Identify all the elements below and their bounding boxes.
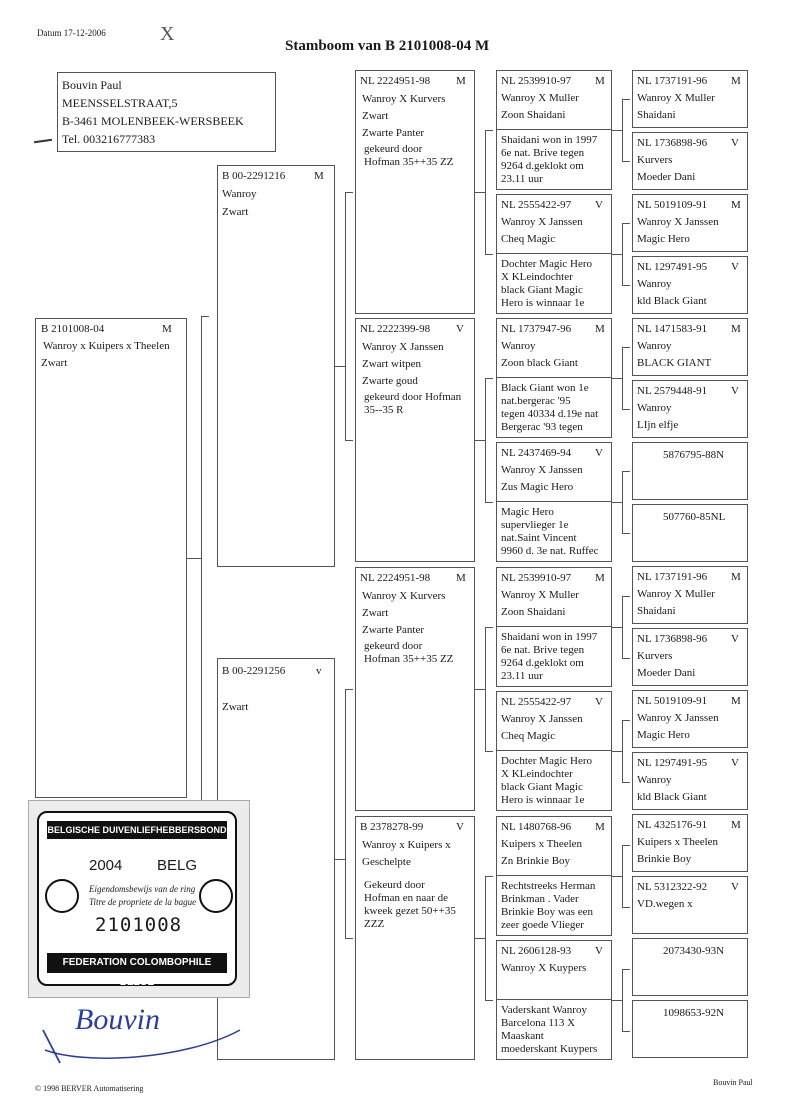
sire-line2: Zwart bbox=[222, 206, 249, 218]
connector-line bbox=[622, 285, 630, 286]
g2-note: Hofman 35++35 ZZ bbox=[364, 653, 454, 665]
g4-line: Wanroy bbox=[637, 402, 672, 414]
g4-box bbox=[632, 938, 748, 996]
g4-ring: NL 2579448-91 bbox=[637, 385, 708, 397]
g4-line: BLACK GIANT bbox=[637, 357, 712, 369]
g4-box bbox=[632, 380, 748, 438]
g3-sex: V bbox=[595, 696, 603, 708]
g3-note: Magic Hero bbox=[501, 506, 554, 518]
g2-ring: NL 2224951-98 bbox=[360, 572, 431, 584]
connector-line bbox=[612, 876, 622, 877]
g3-note: X KLeindochter bbox=[501, 768, 573, 780]
connector-line bbox=[485, 378, 486, 502]
g3-sex: V bbox=[595, 447, 603, 459]
g2-sex: V bbox=[456, 323, 464, 335]
connector-line bbox=[622, 161, 630, 162]
g2-box bbox=[355, 567, 475, 811]
g3-note: tegen 40334 d.19e nat bbox=[501, 408, 599, 420]
g4-box bbox=[632, 194, 748, 252]
g4-box bbox=[632, 690, 748, 748]
subject-line2: Zwart bbox=[41, 357, 68, 369]
connector-line bbox=[622, 596, 623, 658]
page-title: Stamboom van B 2101008-04 M bbox=[285, 38, 490, 54]
g4-line: Magic Hero bbox=[637, 233, 690, 245]
g2-box bbox=[355, 70, 475, 314]
g4-ring: 1098653-92N bbox=[663, 1007, 725, 1019]
dam-ring: B 00-2291256 bbox=[222, 665, 286, 677]
certificate-line2: Titre de propriete de la bague bbox=[89, 897, 197, 907]
g3-note: Rechtstreeks Herman bbox=[501, 880, 596, 892]
connector-line bbox=[485, 627, 486, 751]
g4-ring: NL 5312322-92 bbox=[637, 881, 708, 893]
connector-line bbox=[345, 938, 353, 939]
connector-line bbox=[345, 440, 353, 441]
g3-sex: M bbox=[595, 572, 605, 584]
ring-certificate bbox=[28, 800, 250, 998]
g3-box bbox=[496, 318, 612, 438]
certificate-bottom-banner: FEDERATION COLOMBOPHILE BELGE bbox=[47, 953, 227, 973]
g3-line: Zn Brinkie Boy bbox=[501, 855, 571, 867]
connector-line bbox=[622, 658, 630, 659]
connector-line bbox=[612, 254, 622, 255]
g3-note: black Giant Magic bbox=[501, 781, 583, 793]
g4-sex: V bbox=[731, 757, 739, 769]
connector-line bbox=[475, 192, 485, 193]
g3-sex: M bbox=[595, 821, 605, 833]
date-label: Datum 17-12-2006 bbox=[37, 28, 106, 38]
connector-line bbox=[201, 316, 202, 800]
g4-line: Moeder Dani bbox=[637, 171, 696, 183]
connector-line bbox=[622, 720, 630, 721]
connector-line bbox=[612, 130, 622, 131]
g3-note: 23.11 uur bbox=[501, 670, 543, 682]
connector-line bbox=[622, 782, 630, 783]
connector-line bbox=[622, 471, 630, 472]
g3-note: 23.11 uur bbox=[501, 173, 543, 185]
g4-sex: V bbox=[731, 385, 739, 397]
g4-box bbox=[632, 318, 748, 376]
certificate-country: BELG bbox=[157, 857, 198, 874]
g3-ring: NL 2555422-97 bbox=[501, 199, 572, 211]
g3-sex: M bbox=[595, 75, 605, 87]
g3-line: Zoon Shaidani bbox=[501, 109, 566, 121]
g3-note: nat.bergerac '95 bbox=[501, 395, 571, 407]
signature bbox=[25, 1005, 255, 1065]
connector-line bbox=[335, 859, 345, 860]
connector-line bbox=[485, 378, 493, 379]
g3-box bbox=[496, 442, 612, 562]
g3-divider bbox=[497, 626, 611, 627]
owner-box bbox=[57, 72, 276, 152]
connector-line bbox=[345, 192, 346, 440]
g3-line: Zus Magic Hero bbox=[501, 481, 574, 493]
g3-note: supervlieger 1e bbox=[501, 519, 569, 531]
dam-sex: v bbox=[316, 665, 322, 677]
g2-line: Zwart witpen bbox=[362, 358, 421, 370]
g4-line: Shaidani bbox=[637, 109, 676, 121]
g2-note: gekeurd door bbox=[364, 143, 423, 155]
g4-sex: M bbox=[731, 323, 741, 335]
g4-box bbox=[632, 814, 748, 872]
g4-ring: NL 1736898-96 bbox=[637, 633, 708, 645]
g2-line: Zwarte Panter bbox=[362, 127, 424, 139]
g3-sex: V bbox=[595, 945, 603, 957]
g3-note: Dochter Magic Hero bbox=[501, 755, 593, 767]
g4-line: Kurvers bbox=[637, 650, 673, 662]
connector-line bbox=[485, 502, 493, 503]
g4-ring: NL 1737191-96 bbox=[637, 571, 708, 583]
g3-note: Brinkman . Vader bbox=[501, 893, 579, 905]
g2-line: Geschelpte bbox=[362, 856, 411, 868]
g4-sex: M bbox=[731, 75, 741, 87]
hand-mark: X bbox=[160, 23, 175, 45]
g4-line: kld Black Giant bbox=[637, 791, 707, 803]
g4-box bbox=[632, 566, 748, 624]
g4-line: Wanroy X Muller bbox=[637, 588, 715, 600]
g3-note: Black Giant won 1e bbox=[501, 382, 589, 394]
g4-sex: V bbox=[731, 137, 739, 149]
connector-line bbox=[335, 366, 345, 367]
g4-line: Wanroy X Janssen bbox=[637, 216, 719, 228]
g2-line: Zwart bbox=[362, 110, 389, 122]
g4-ring: 5876795-88N bbox=[663, 449, 725, 461]
connector-line bbox=[622, 845, 630, 846]
g3-ring: NL 2539910-97 bbox=[501, 572, 572, 584]
g2-note: kweek gezet 50++35 bbox=[364, 905, 456, 917]
g3-ring: NL 2539910-97 bbox=[501, 75, 572, 87]
g3-line: Wanroy X Muller bbox=[501, 589, 579, 601]
g2-note: gekeurd door Hofman bbox=[364, 391, 462, 403]
g4-line: Wanroy bbox=[637, 340, 672, 352]
connector-line bbox=[485, 876, 486, 1000]
g3-box bbox=[496, 567, 612, 687]
g4-ring: NL 1736898-96 bbox=[637, 137, 708, 149]
g3-note: 9264 d.geklokt om bbox=[501, 160, 584, 172]
g4-sex: V bbox=[731, 881, 739, 893]
g4-box bbox=[632, 132, 748, 190]
g3-ring: NL 2606128-93 bbox=[501, 945, 572, 957]
g3-line: Wanroy X Kuypers bbox=[501, 962, 587, 974]
connector-line bbox=[622, 533, 630, 534]
owner-city: B-3461 MOLENBEEK-WERSBEEK bbox=[62, 114, 244, 128]
connector-line bbox=[622, 596, 630, 597]
g4-sex: M bbox=[731, 199, 741, 211]
g3-divider bbox=[497, 999, 611, 1000]
connector-line bbox=[187, 558, 201, 559]
g2-note: Gekeurd door bbox=[364, 879, 425, 891]
g3-note: moederskant Kuypers bbox=[501, 1043, 598, 1055]
g3-divider bbox=[497, 750, 611, 751]
g3-note: 9264 d.geklokt om bbox=[501, 657, 584, 669]
g3-line: Wanroy X Janssen bbox=[501, 464, 583, 476]
g4-line: Kuipers x Theelen bbox=[637, 836, 719, 848]
g4-sex: M bbox=[731, 571, 741, 583]
g4-box bbox=[632, 442, 748, 500]
g2-ring: B 2378278-99 bbox=[360, 821, 424, 833]
g4-box bbox=[632, 70, 748, 128]
g2-sex: M bbox=[456, 572, 466, 584]
g3-note: Vaderskant Wanroy bbox=[501, 1004, 587, 1016]
g3-note: Hero is winnaar 1e bbox=[501, 794, 585, 806]
connector-line bbox=[622, 720, 623, 782]
g4-line: VD.wegen x bbox=[637, 898, 693, 910]
connector-line bbox=[622, 347, 623, 409]
g4-box bbox=[632, 876, 748, 934]
connector-line bbox=[345, 689, 353, 690]
g4-line: Brinkie Boy bbox=[637, 853, 692, 865]
sire-box bbox=[217, 165, 335, 567]
g2-ring: NL 2224951-98 bbox=[360, 75, 431, 87]
connector-line bbox=[622, 223, 630, 224]
g4-line: Shaidani bbox=[637, 605, 676, 617]
g4-line: Kurvers bbox=[637, 154, 673, 166]
subject-line1: Wanroy x Kuipers x Theelen bbox=[43, 340, 170, 352]
connector-line bbox=[485, 627, 493, 628]
connector-line bbox=[612, 627, 622, 628]
g2-line: Zwarte goud bbox=[362, 375, 418, 387]
g4-box bbox=[632, 504, 748, 562]
g2-sex: V bbox=[456, 821, 464, 833]
g4-box bbox=[632, 1000, 748, 1058]
certificate-emblem-left bbox=[45, 879, 79, 913]
g4-ring: NL 1297491-95 bbox=[637, 261, 708, 273]
g3-line: Wanroy bbox=[501, 340, 536, 352]
connector-line bbox=[345, 192, 353, 193]
g3-note: X KLeindochter bbox=[501, 271, 573, 283]
connector-line bbox=[485, 751, 493, 752]
g4-ring: NL 5019109-91 bbox=[637, 695, 708, 707]
connector-line bbox=[201, 316, 209, 317]
connector-line bbox=[622, 845, 623, 907]
g3-note: 6e nat. Brive tegen bbox=[501, 147, 585, 159]
connector-line bbox=[345, 689, 346, 938]
g2-sex: M bbox=[456, 75, 466, 87]
g3-note: Dochter Magic Hero bbox=[501, 258, 593, 270]
g2-line: Zwart bbox=[362, 607, 389, 619]
g2-line: Wanroy X Kurvers bbox=[362, 590, 446, 602]
g2-note: Hofman 35++35 ZZ bbox=[364, 156, 454, 168]
g4-ring: NL 1737191-96 bbox=[637, 75, 708, 87]
g2-box bbox=[355, 816, 475, 1060]
g3-divider bbox=[497, 377, 611, 378]
g3-box bbox=[496, 691, 612, 811]
subject-box bbox=[35, 318, 187, 798]
g4-ring: NL 5019109-91 bbox=[637, 199, 708, 211]
g3-line: Zoon Shaidani bbox=[501, 606, 566, 618]
g3-note: Barcelona 113 X bbox=[501, 1017, 576, 1029]
g2-note: 35--35 R bbox=[364, 404, 404, 416]
certificate-top-banner: BELGISCHE DUIVENLIEFHEBBERSBOND bbox=[47, 821, 227, 839]
footer-copyright: © 1998 BERVER Automatisering bbox=[35, 1084, 144, 1093]
g3-box bbox=[496, 70, 612, 190]
g4-box bbox=[632, 256, 748, 314]
certificate-line1: Eigendomsbewijs van de ring bbox=[89, 884, 196, 894]
connector-line bbox=[622, 99, 630, 100]
g3-note: nat.Saint Vincent bbox=[501, 532, 577, 544]
g4-line: Wanroy bbox=[637, 278, 672, 290]
g4-sex: M bbox=[731, 819, 741, 831]
g3-line: Wanroy X Janssen bbox=[501, 216, 583, 228]
g3-line: Cheq Magic bbox=[501, 730, 556, 742]
g3-note: Hero is winnaar 1e bbox=[501, 297, 585, 309]
g4-ring: 507760-85NL bbox=[663, 511, 726, 523]
subject-ring: B 2101008-04 bbox=[41, 323, 105, 335]
g2-box bbox=[355, 318, 475, 562]
g4-line: Moeder Dani bbox=[637, 667, 696, 679]
g2-note: gekeurd door bbox=[364, 640, 423, 652]
certificate-year: 2004 bbox=[89, 857, 123, 874]
g3-ring: NL 2437469-94 bbox=[501, 447, 572, 459]
owner-street: MEENSSELSTRAAT,5 bbox=[62, 96, 178, 110]
g4-line: Magic Hero bbox=[637, 729, 690, 741]
connector-line bbox=[622, 1031, 630, 1032]
g2-note: Hofman en naar de bbox=[364, 892, 448, 904]
g3-note: Maaskant bbox=[501, 1030, 544, 1042]
g3-line: Wanroy X Muller bbox=[501, 92, 579, 104]
g2-line: Zwarte Panter bbox=[362, 624, 424, 636]
connector-line bbox=[622, 969, 623, 1031]
g4-line: Wanroy bbox=[637, 774, 672, 786]
g3-sex: M bbox=[595, 323, 605, 335]
connector-line bbox=[622, 969, 630, 970]
g3-ring: NL 1480768-96 bbox=[501, 821, 572, 833]
connector-line bbox=[622, 223, 623, 285]
connector-line bbox=[485, 1000, 493, 1001]
g4-line: Wanroy X Janssen bbox=[637, 712, 719, 724]
g3-line: Cheq Magic bbox=[501, 233, 556, 245]
certificate-emblem-right bbox=[199, 879, 233, 913]
g3-box bbox=[496, 816, 612, 936]
connector-line bbox=[475, 938, 485, 939]
connector-line bbox=[622, 347, 630, 348]
g3-divider bbox=[497, 501, 611, 502]
g3-line: Wanroy X Janssen bbox=[501, 713, 583, 725]
certificate-number: 2101008 bbox=[95, 914, 183, 936]
g3-ring: NL 1737947-96 bbox=[501, 323, 572, 335]
connector-line bbox=[612, 378, 622, 379]
g3-note: Shaidani won in 1997 bbox=[501, 631, 598, 643]
owner-phone: Tel. 003216777383 bbox=[62, 132, 156, 146]
sire-ring: B 00-2291216 bbox=[222, 170, 286, 182]
g3-sex: V bbox=[595, 199, 603, 211]
g3-note: Shaidani won in 1997 bbox=[501, 134, 598, 146]
g2-line: Wanroy x Kuipers x bbox=[362, 839, 451, 851]
g3-note: Bergerac '93 tegen bbox=[501, 421, 583, 433]
sire-line1: Wanroy bbox=[222, 188, 257, 200]
g2-line: Wanroy X Kurvers bbox=[362, 93, 446, 105]
g3-divider bbox=[497, 129, 611, 130]
g4-line: Wanroy X Muller bbox=[637, 92, 715, 104]
g4-sex: V bbox=[731, 261, 739, 273]
g4-box bbox=[632, 628, 748, 686]
sire-sex: M bbox=[314, 170, 324, 182]
connector-line bbox=[622, 99, 623, 161]
g3-ring: NL 2555422-97 bbox=[501, 696, 572, 708]
connector-line bbox=[485, 130, 486, 254]
g4-ring: NL 4325176-91 bbox=[637, 819, 708, 831]
g3-divider bbox=[497, 253, 611, 254]
subject-sex: M bbox=[162, 323, 172, 335]
dam-line1: Zwart bbox=[222, 701, 249, 713]
g3-box bbox=[496, 194, 612, 314]
g4-ring: NL 1297491-95 bbox=[637, 757, 708, 769]
g4-box bbox=[632, 752, 748, 810]
g4-line: kld Black Giant bbox=[637, 295, 707, 307]
connector-line bbox=[612, 1000, 622, 1001]
connector-line bbox=[475, 689, 485, 690]
pen-mark bbox=[34, 139, 52, 143]
owner-name: Bouvin Paul bbox=[62, 78, 122, 92]
g2-ring: NL 2222399-98 bbox=[360, 323, 431, 335]
g3-note: 6e nat. Brive tegen bbox=[501, 644, 585, 656]
g3-line: Kuipers x Theelen bbox=[501, 838, 583, 850]
connector-line bbox=[485, 876, 493, 877]
g3-divider bbox=[497, 875, 611, 876]
g3-note: zeer goede Vlieger bbox=[501, 919, 584, 931]
g4-ring: NL 1471583-91 bbox=[637, 323, 708, 335]
connector-line bbox=[622, 471, 623, 533]
g2-note: ZZZ bbox=[364, 918, 385, 930]
g3-line: Zoon black Giant bbox=[501, 357, 578, 369]
g3-note: black Giant Magic bbox=[501, 284, 583, 296]
connector-line bbox=[622, 409, 630, 410]
connector-line bbox=[485, 130, 493, 131]
g4-line: LIjn elfje bbox=[637, 419, 679, 431]
g4-ring: 2073430-93N bbox=[663, 945, 725, 957]
g4-sex: V bbox=[731, 633, 739, 645]
footer-owner: Bouvin Paul bbox=[713, 1078, 753, 1087]
connector-line bbox=[612, 751, 622, 752]
g2-line: Wanroy X Janssen bbox=[362, 341, 444, 353]
g3-note: Brinkie Boy was een bbox=[501, 906, 593, 918]
signature-text: Bouvin bbox=[75, 1003, 160, 1036]
g4-sex: M bbox=[731, 695, 741, 707]
connector-line bbox=[475, 440, 485, 441]
g3-box bbox=[496, 940, 612, 1060]
connector-line bbox=[622, 907, 630, 908]
g3-note: 9960 d. 3e nat. Ruffec bbox=[501, 545, 599, 557]
connector-line bbox=[485, 254, 493, 255]
connector-line bbox=[612, 502, 622, 503]
